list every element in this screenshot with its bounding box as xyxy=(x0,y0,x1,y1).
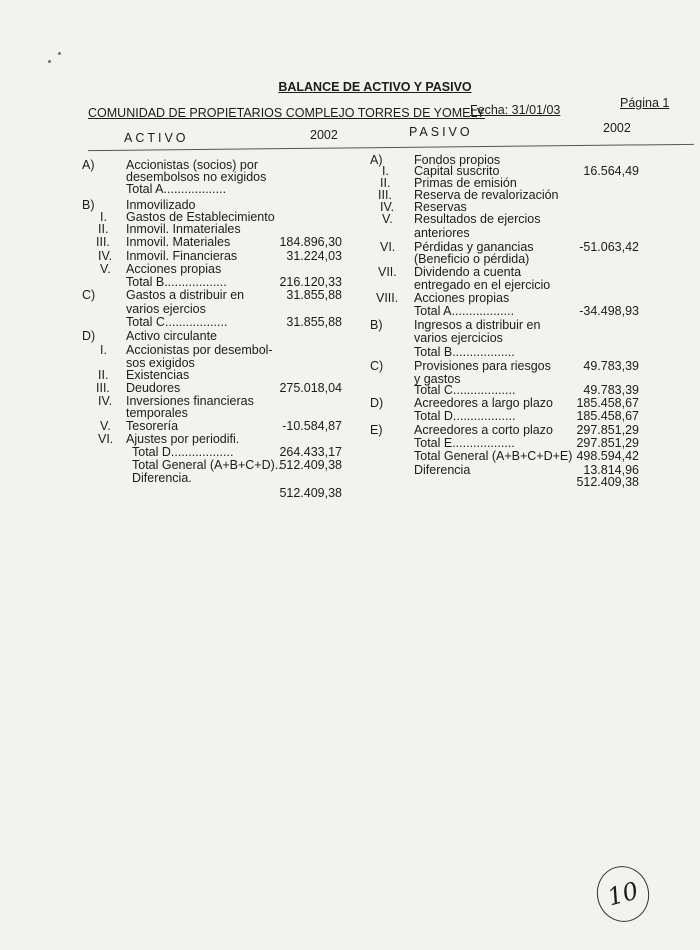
entity-name: COMUNIDAD DE PROPIETARIOS COMPLEJO TORRES DE YOMELY xyxy=(88,106,485,120)
row-label: Diferencia xyxy=(414,463,471,477)
row-number: B) xyxy=(370,318,383,332)
row-label: Existencias xyxy=(126,368,190,382)
row-label: Activo circulante xyxy=(126,329,218,343)
row-label: (Beneficio o pérdida) xyxy=(414,252,530,266)
scan-speck xyxy=(58,52,61,55)
activo-year: 2002 xyxy=(310,128,338,142)
row-value: 31.855,88 xyxy=(286,315,342,329)
row-label: Acciones propias xyxy=(414,291,510,305)
row-number: II. xyxy=(98,222,109,236)
page-number: Página 1 xyxy=(620,96,670,110)
row-number: VI. xyxy=(380,240,396,254)
row-label: Total B.................. xyxy=(414,345,515,359)
row-number: I. xyxy=(100,343,107,357)
row-label: varios ejercios xyxy=(126,302,206,316)
row-label: Total C.................. xyxy=(414,383,516,397)
row-label: Deudores xyxy=(126,381,181,395)
row-label: Total E.................. xyxy=(414,436,515,450)
row-number: C) xyxy=(82,288,96,302)
row-value: 512.409,38 xyxy=(576,475,639,489)
row-label: varios ejercicios xyxy=(414,331,503,345)
row-label: Capital suscrito xyxy=(414,164,500,178)
row-label: Total C.................. xyxy=(126,315,228,329)
row-label: Accionistas por desembol- xyxy=(126,343,273,357)
row-label: Acciones propias xyxy=(126,262,222,276)
report-date: Fecha: 31/01/03 xyxy=(470,103,561,117)
row-label: sos exigidos xyxy=(126,356,195,370)
row-label: Total B.................. xyxy=(126,275,227,289)
row-label: Acreedores a largo plazo xyxy=(414,396,553,410)
row-number: E) xyxy=(370,423,383,437)
row-number: II. xyxy=(98,368,109,382)
row-value: 264.433,17 xyxy=(279,445,342,459)
row-number: VIII. xyxy=(376,291,399,305)
row-value: 31.224,03 xyxy=(286,249,342,263)
row-number: C) xyxy=(370,359,384,373)
row-number: A) xyxy=(82,158,95,172)
row-value: 275.018,04 xyxy=(279,381,342,395)
row-label: entregado en el ejercicio xyxy=(414,278,551,292)
row-number: III. xyxy=(96,381,110,395)
row-number: V. xyxy=(382,212,393,226)
document-title: BALANCE DE ACTIVO Y PASIVO xyxy=(278,80,472,94)
row-number: V. xyxy=(100,262,111,276)
row-label: Total A.................. xyxy=(126,182,227,196)
row-number: VII. xyxy=(378,265,397,279)
row-number: D) xyxy=(82,329,96,343)
row-label: Ingresos a distribuir en xyxy=(414,318,541,332)
row-label: Tesorería xyxy=(126,419,179,433)
row-value: 185.458,67 xyxy=(576,409,639,423)
row-label: Ajustes por periodifi. xyxy=(126,432,240,446)
row-label: Reservas xyxy=(414,200,467,214)
handwritten-page-mark: 10 xyxy=(591,860,656,928)
row-label: Accionistas (socios) por xyxy=(126,158,258,172)
row-label: Diferencia. xyxy=(132,471,192,485)
row-label: Dividendo a cuenta xyxy=(414,265,522,279)
row-number: IV. xyxy=(98,394,113,408)
row-value: -51.063,42 xyxy=(579,240,639,254)
row-label: Inmovilizado xyxy=(126,198,196,212)
row-label: Reserva de revalorización xyxy=(414,188,559,202)
row-number: A) xyxy=(370,153,383,167)
row-value: 31.855,88 xyxy=(286,288,342,302)
row-label: Inversiones financieras xyxy=(126,394,254,408)
row-value: 498.594,42 xyxy=(576,449,639,463)
scan-speck xyxy=(48,60,51,63)
row-value: 49.783,39 xyxy=(583,383,639,397)
row-label: anteriores xyxy=(414,226,470,240)
row-label: Primas de emisión xyxy=(414,176,517,190)
row-number: III. xyxy=(378,188,392,202)
row-label: Total A.................. xyxy=(414,304,515,318)
row-value: 297.851,29 xyxy=(576,436,639,450)
row-value: -10.584,87 xyxy=(282,419,342,433)
row-value: -34.498,93 xyxy=(579,304,639,318)
row-number: B) xyxy=(82,198,95,212)
row-label: Total D.................. xyxy=(132,445,234,459)
pasivo-year: 2002 xyxy=(603,121,631,135)
row-label: Inmovil. Financieras xyxy=(126,249,238,263)
row-label: Total General (A+B+C+D+E) xyxy=(414,449,573,463)
row-number: III. xyxy=(96,235,110,249)
row-value: 16.564,49 xyxy=(583,164,639,178)
row-value: 216.120,33 xyxy=(279,275,342,289)
row-label: desembolsos no exigidos xyxy=(126,170,267,184)
row-number: I. xyxy=(382,164,389,178)
row-label: Pérdidas y ganancias xyxy=(414,240,534,254)
row-number: I. xyxy=(100,210,107,224)
row-label: y gastos xyxy=(414,372,461,386)
row-number: D) xyxy=(370,396,384,410)
row-label: Fondos propios xyxy=(414,153,501,167)
row-value: 185.458,67 xyxy=(576,396,639,410)
row-number: II. xyxy=(380,176,391,190)
row-value: 512.409,38 xyxy=(279,486,342,500)
row-value: 13.814,96 xyxy=(583,463,639,477)
row-label: Resultados de ejercios xyxy=(414,212,541,226)
row-label: Acreedores a corto plazo xyxy=(414,423,553,437)
row-label: Total D.................. xyxy=(414,409,516,423)
row-value: 512.409,38 xyxy=(279,458,342,472)
row-value: 184.896,30 xyxy=(279,235,342,249)
row-label: Inmovil. Materiales xyxy=(126,235,231,249)
row-label: Gastos a distribuir en xyxy=(126,288,245,302)
row-label: Total General (A+B+C+D).. xyxy=(132,458,282,472)
row-number: VI. xyxy=(98,432,114,446)
row-value: 297.851,29 xyxy=(576,423,639,437)
row-label: Inmovil. Inmateriales xyxy=(126,222,241,236)
row-label: Gastos de Establecimiento xyxy=(126,210,275,224)
row-label: Provisiones para riesgos xyxy=(414,359,551,373)
row-label: temporales xyxy=(126,406,188,420)
row-number: IV. xyxy=(380,200,395,214)
row-number: IV. xyxy=(98,249,113,263)
pasivo-heading: PASIVO xyxy=(409,125,473,139)
activo-heading: ACTIVO xyxy=(124,131,189,145)
row-number: V. xyxy=(100,419,111,433)
row-value: 49.783,39 xyxy=(583,359,639,373)
